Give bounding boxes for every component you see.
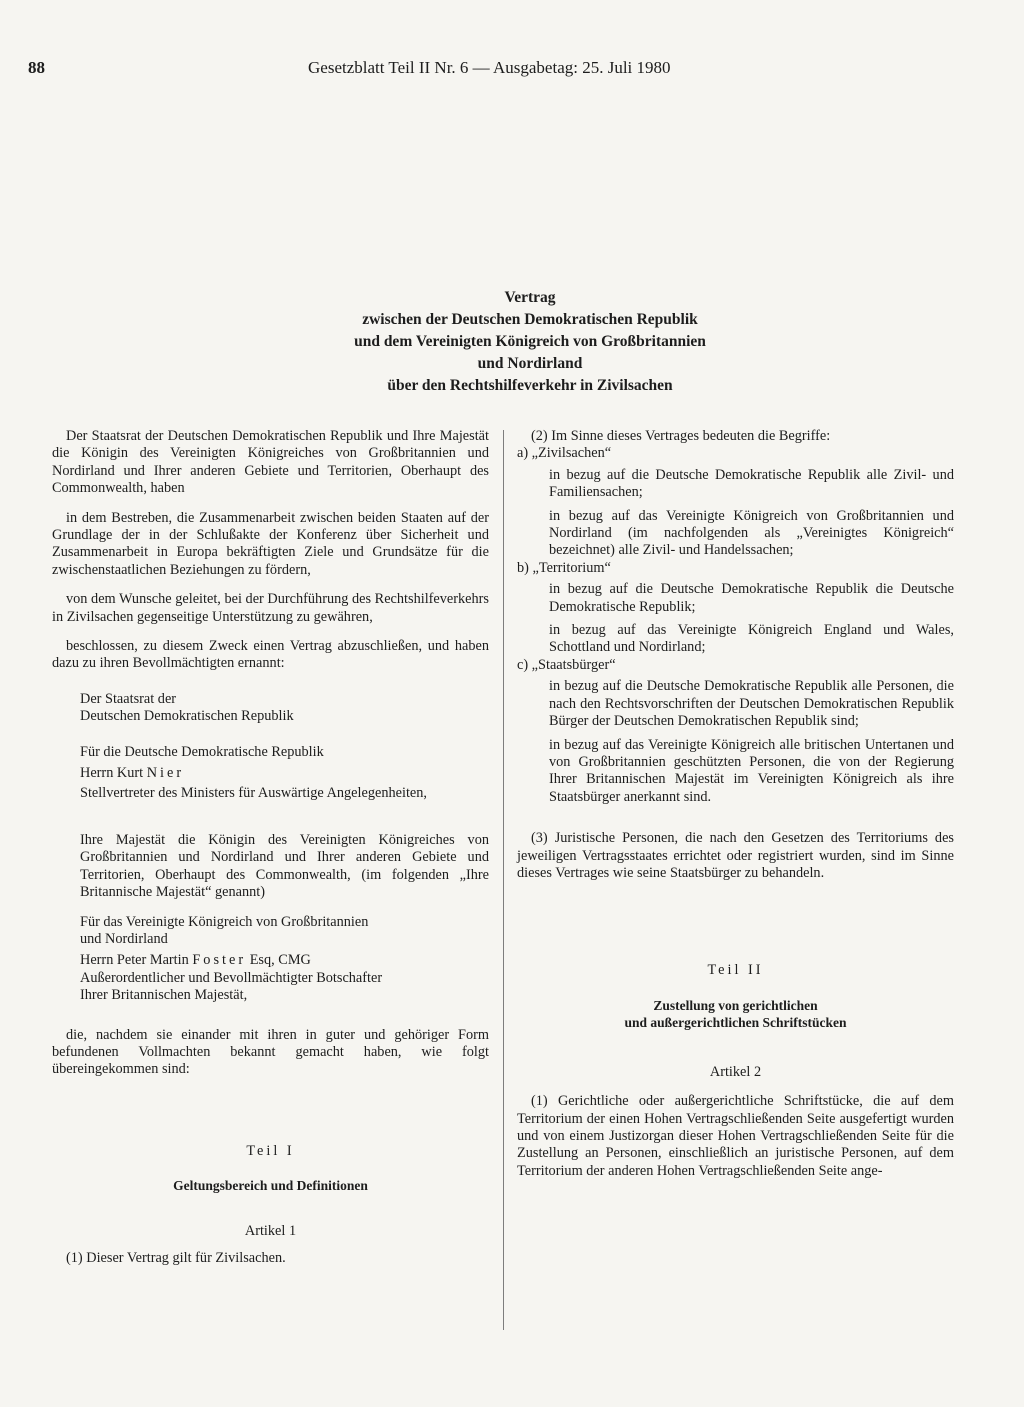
preamble-parties: Der Staatsrat der Deutschen Demokratischen Republik und Ihre Majestät die Königin des Vereinigten Königreiches von Großbritannien und Nordirland und Ihrer anderen Gebiete und Territorien, Oberhaupt des Commonwealth, haben (52, 428, 489, 497)
column-divider (503, 430, 504, 1330)
ddr-title: Stellvertreter des Ministers für Auswärtige Angelegenheiten, (80, 784, 427, 801)
definition-c-label: c) „Staatsbürger“ (517, 656, 616, 673)
uk-title-line2: Ihrer Britannischen Majestät, (80, 987, 248, 1004)
part-1-heading: Geltungsbereich und Definitionen (173, 1178, 368, 1194)
definition-b-ddr: in bezug auf die Deutsche Demokratische Republik die Deutsche Demokratische Republik; (549, 581, 954, 615)
ddr-for-line: Für die Deutsche Demokratische Republik (80, 743, 324, 760)
uk-for-line2: und Nordirland (80, 930, 168, 947)
title-line-2: zwischen der Deutschen Demokratischen Republik (362, 311, 698, 328)
ddr-name-surname: Nier (146, 765, 185, 782)
ddr-name-prefix: Herrn Kurt (80, 765, 144, 782)
uk-plenipotentiary (52, 832, 489, 1005)
running-head: Gesetzblatt Teil II Nr. 6 — Ausgabetag: 25. Juli 1980 (308, 58, 671, 77)
uk-name (80, 952, 489, 969)
preamble-decision: beschlossen, zu diesem Zweck einen Vertrag abzuschließen, und haben dazu zu ihren Bevollmächtigten ernannt: (52, 638, 489, 672)
left-column (52, 428, 489, 1267)
title-line-5: über den Rechtshilfeverkehr in Zivilsachen (387, 377, 673, 394)
part-2-heading-line1: Zustellung von gerichtlichen (653, 997, 818, 1013)
page-number: 88 (28, 58, 45, 77)
definition-a-label: a) „Zivilsachen“ (517, 445, 612, 462)
article-1-label: Artikel 1 (244, 1223, 297, 1240)
part-2-label: Teil II (707, 962, 764, 979)
article-2-para-1: (1) Gerichtliche oder außergerichtliche Schriftstücke, die auf dem Territorium der einen Hohen Vertragschließenden Seite ausgefertigt wurden und von einem Justizorgan dieser Hohen Vertragschließenden Seite für die Zustellung an Personen, einschließlich an juristische Personen, auf dem Territorium der anderen Hohen Vertragschließenden Seite ange- (517, 1093, 954, 1179)
definitions-intro: (2) Im Sinne dieses Vertrages bedeuten die Begriffe: (531, 428, 831, 444)
title-line-4: und Nordirland (477, 355, 583, 372)
right-column (517, 428, 954, 1180)
ddr-name (80, 765, 489, 782)
closing-formula: die, nachdem sie einander mit ihren in guter und gehöriger Form befundenen Vollmachten bekannt gemacht haben, wie folgt übereingekommen sind: (52, 1026, 489, 1078)
preamble-endeavour: in dem Bestreben, die Zusammenarbeit zwischen beiden Staaten auf der Grundlage der in der Schlußakte der Konferenz über Sicherheit und Zusammenarbeit in Europa bekräftigten Ziele und Grundsätze für die zwischenstaatlichen Beziehungen zu fördern, (52, 509, 489, 578)
uk-name-surname: Foster (192, 952, 247, 969)
legal-persons-para: (3) Juristische Personen, die nach den Gesetzen des Territoriums des jeweiligen Vertragsstaates errichtet oder registriert wurden, sind im Sinne dieses Vertrages wie seine Staatsbürger zu behandeln. (517, 830, 954, 881)
article-2-label: Artikel 2 (709, 1063, 762, 1080)
preamble-wish: von dem Wunsche geleitet, bei der Durchführung des Rechtshilfeverkehrs in Zivilsachen gegenseitige Unterstützung zu gewähren, (52, 591, 489, 625)
ddr-authority-line2: Deutschen Demokratischen Republik (80, 708, 294, 725)
ddr-plenipotentiary (52, 691, 489, 802)
uk-title-line1: Außerordentlicher und Bevollmächtigter Botschafter (80, 969, 383, 986)
page-header (28, 58, 984, 82)
definition-a-uk: in bezug auf das Vereinigte Königreich von Großbritannien und Nordirland (im nachfolgenden als „Vereinigtes Königreich“ bezeichnet) alle Zivil- und Handelssachen; (549, 507, 954, 559)
treaty-title (250, 287, 810, 397)
definition-b-uk: in bezug auf das Vereinigte Königreich England und Wales, Schottland und Nordirland; (549, 622, 954, 656)
article-1-para-1: (1) Dieser Vertrag gilt für Zivilsachen. (66, 1249, 286, 1266)
uk-intro: Ihre Majestät die Königin des Vereinigten Königreiches von Großbritannien und Nordirland und Ihrer anderen Gebiete und Territorien, Oberhaupt des Commonwealth, (im folgenden „Ihre Britannische Majestät“ genannt) (80, 831, 489, 901)
definition-c-ddr: in bezug auf die Deutsche Demokratische Republik alle Personen, die nach den Rechtsvorschriften der Deutschen Demokratischen Republik Bürger der Deutschen Demokratischen Republik sind; (549, 678, 954, 730)
uk-for-line1: Für das Vereinigte Königreich von Großbritannien (80, 913, 369, 930)
part-2-heading-line2: und außergerichtlichen Schriftstücken (624, 1014, 847, 1030)
title-line-3: und dem Vereinigten Königreich von Großbritannien (354, 333, 706, 350)
uk-name-prefix: Herrn Peter Martin (80, 952, 189, 969)
definition-a-ddr: in bezug auf die Deutsche Demokratische Republik alle Zivil- und Familiensachen; (549, 466, 954, 501)
part-1-label: Teil I (246, 1142, 295, 1159)
definition-b-label: b) „Territorium“ (517, 559, 611, 576)
ddr-authority-line1: Der Staatsrat der (80, 690, 177, 707)
title-line-1: Vertrag (504, 289, 556, 306)
uk-name-suffix: Esq, CMG (249, 952, 311, 969)
definition-c-uk: in bezug auf das Vereinigte Königreich alle britischen Untertanen und von Großbritannien geschützten Personen, die von der Regierung Ihrer Britannischen Majestät im Vereinigten Königreich als ihre Staatsbürger anerkannt sind. (549, 736, 954, 805)
